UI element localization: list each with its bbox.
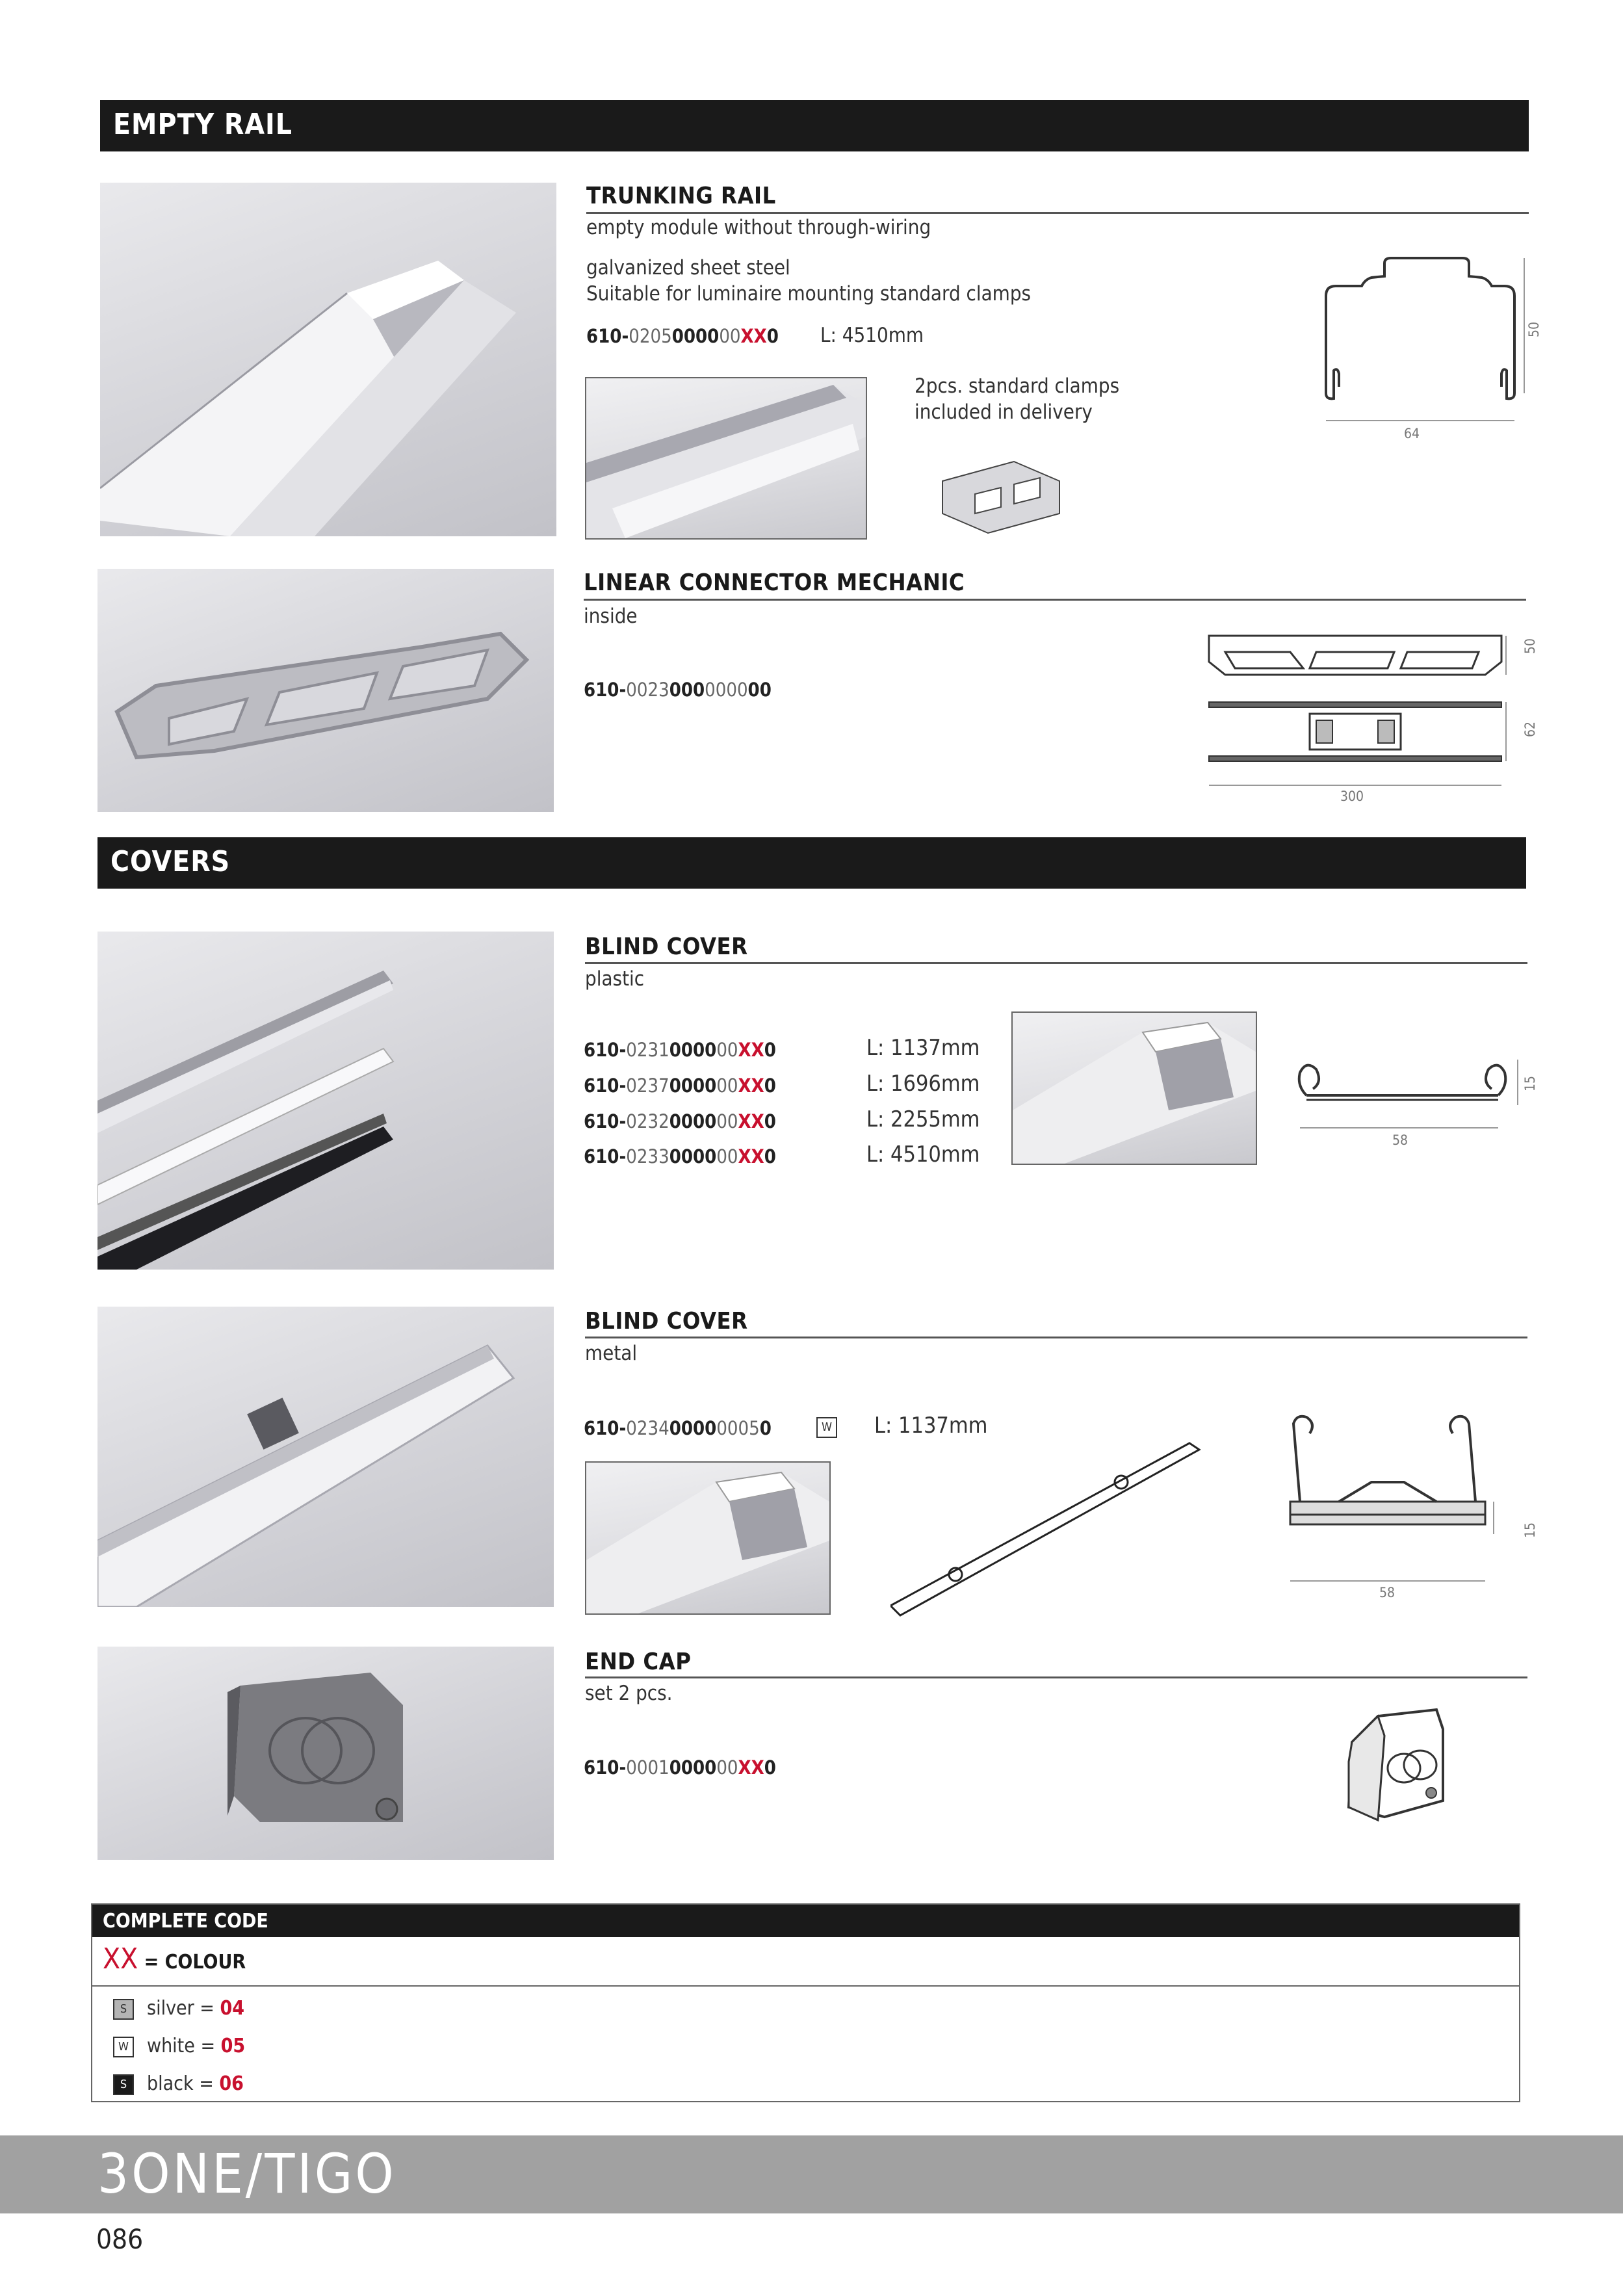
connector-width-dim: 300	[1340, 789, 1364, 804]
xx-label: = COLOUR	[144, 1951, 246, 1974]
blind-cover-plastic-length-3: L: 2255mm	[866, 1106, 980, 1132]
end-cap-subtitle: set 2 pcs.	[585, 1682, 673, 1705]
blind-cover-plastic-code-1: 610-0231000000XX0	[584, 1039, 776, 1061]
blind-cover-metal-thumbnail	[585, 1461, 831, 1615]
trunking-rail-profile-drawing	[1319, 250, 1527, 445]
connector-height-dim-1: 50	[1522, 638, 1539, 655]
clamps-note-line2: included in delivery	[915, 400, 1093, 424]
section-title: EMPTY RAIL	[113, 108, 292, 141]
page-number: 086	[96, 2223, 144, 2255]
trunking-rail-width-dim: 64	[1404, 426, 1420, 441]
connector-height-dim-2: 62	[1522, 721, 1539, 738]
end-cap-drawing	[1339, 1703, 1456, 1827]
blind-cover-plastic-code-4: 610-0233000000XX0	[584, 1145, 776, 1168]
blind-cover-metal-profile-drawing	[1280, 1411, 1501, 1606]
divider	[585, 962, 1527, 964]
white-swatch-icon: W	[816, 1417, 837, 1438]
blind-cover-plastic-height-dim: 15	[1522, 1075, 1539, 1092]
blind-cover-metal-code: 610-0234000000050	[584, 1417, 772, 1439]
linear-connector-photo	[97, 569, 554, 812]
linear-connector-subtitle: inside	[584, 605, 638, 628]
black-swatch-icon: S	[113, 2074, 134, 2095]
divider	[585, 1337, 1527, 1338]
colour-key-row	[103, 1942, 246, 1976]
section-header-covers	[97, 837, 1526, 889]
blind-cover-metal-subtitle: metal	[585, 1342, 638, 1365]
linear-connector-title: LINEAR CONNECTOR MECHANIC	[584, 569, 965, 596]
blind-cover-plastic-thumbnail	[1011, 1011, 1257, 1165]
colour-row-silver: S silver = 04	[113, 1990, 244, 2027]
divider	[586, 212, 1529, 214]
blind-cover-plastic-profile-drawing	[1293, 1047, 1521, 1138]
complete-code-header: COMPLETE CODE	[92, 1905, 1519, 1937]
divider	[584, 599, 1526, 601]
white-swatch-icon: W	[113, 2037, 134, 2057]
trunking-rail-mounting: Suitable for luminaire mounting standard clamps	[586, 282, 1032, 306]
end-cap-title: END CAP	[585, 1649, 692, 1675]
linear-connector-drawing	[1206, 629, 1511, 805]
blind-cover-plastic-width-dim: 58	[1392, 1132, 1409, 1148]
clamps-note-line1: 2pcs. standard clamps	[915, 374, 1120, 398]
end-cap-code: 610-0001000000XX0	[584, 1756, 776, 1779]
trunking-rail-photo	[100, 183, 556, 536]
trunking-rail-title: TRUNKING RAIL	[586, 183, 776, 209]
blind-cover-plastic-code-2: 610-0237000000XX0	[584, 1075, 776, 1097]
section-header-empty-rail	[100, 100, 1529, 151]
xx-placeholder: XX	[103, 1942, 138, 1976]
blind-cover-plastic-length-1: L: 1137mm	[866, 1035, 980, 1061]
blind-cover-plastic-photo	[97, 932, 554, 1270]
blind-cover-metal-length: L: 1137mm	[874, 1413, 988, 1439]
blind-cover-plastic-length-4: L: 4510mm	[866, 1141, 980, 1168]
blind-cover-plastic-title: BLIND COVER	[585, 933, 748, 960]
divider	[585, 1676, 1527, 1678]
blind-cover-plastic-code-3: 610-0232000000XX0	[584, 1110, 776, 1132]
trunking-rail-subtitle: empty module without through-wiring	[586, 216, 931, 239]
end-cap-photo	[97, 1647, 554, 1860]
trunking-rail-code: 610-0205000000XX0	[586, 325, 779, 347]
blind-cover-metal-title: BLIND COVER	[585, 1308, 748, 1335]
blind-cover-metal-width-dim: 58	[1379, 1585, 1396, 1600]
colour-row-white: W white = 05	[113, 2028, 245, 2065]
brand-name: 3ONE/TIGO	[97, 2142, 396, 2206]
footer-brand-band	[0, 2135, 1623, 2213]
metal-cover-strip-drawing	[890, 1437, 1202, 1619]
divider	[92, 1985, 1519, 1987]
section-title: COVERS	[110, 845, 231, 878]
blind-cover-plastic-subtitle: plastic	[585, 967, 645, 991]
trunking-rail-length: L: 4510mm	[820, 324, 924, 347]
silver-swatch-icon: S	[113, 1999, 134, 2020]
standard-clamp-image	[936, 449, 1066, 540]
blind-cover-plastic-length-2: L: 1696mm	[866, 1071, 980, 1097]
trunking-rail-material: galvanized sheet steel	[586, 256, 790, 280]
colour-row-black: S black = 06	[113, 2066, 244, 2102]
blind-cover-metal-photo	[97, 1307, 554, 1607]
trunking-rail-height-dim: 50	[1526, 321, 1542, 338]
trunking-rail-thumbnail	[585, 377, 867, 540]
complete-code-table	[91, 1903, 1520, 2102]
blind-cover-metal-height-dim: 15	[1522, 1522, 1539, 1539]
linear-connector-code: 610-0023000000000	[584, 679, 772, 701]
